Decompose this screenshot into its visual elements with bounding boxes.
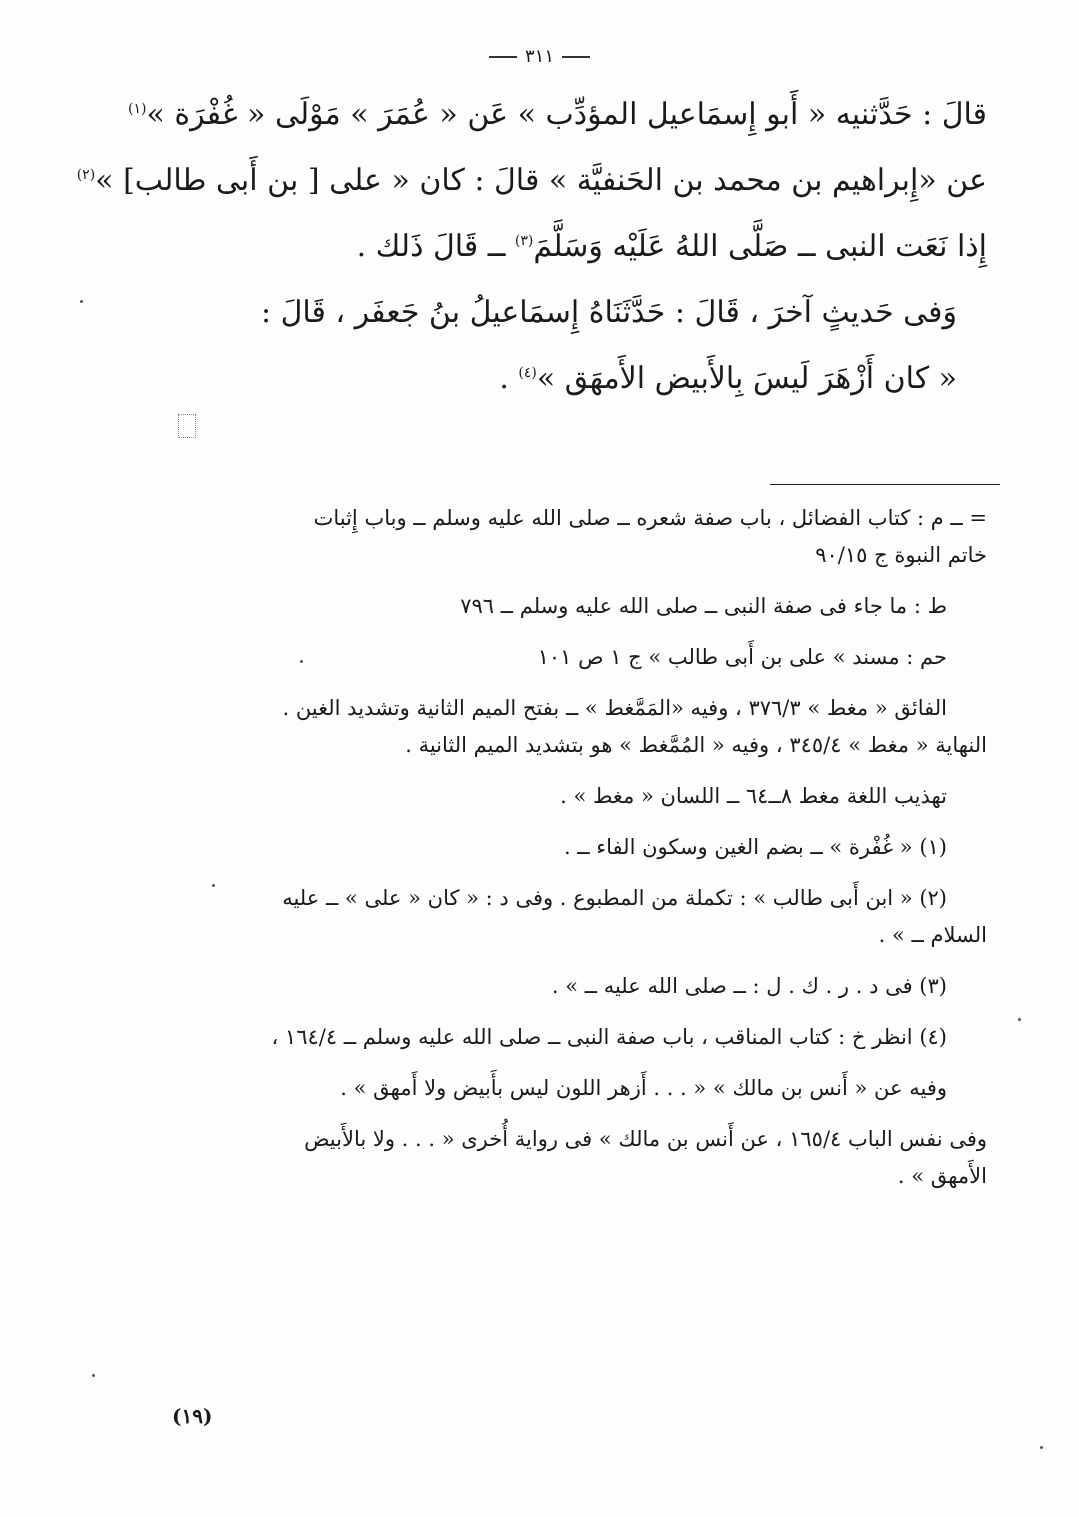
scan-speck: [300, 660, 303, 663]
footnote-4: (٤) انظر خ : كتاب المناقب ، باب صفة النبى ــ صلى الله عليه وسلم ــ ١٦٤/٤ ،: [271, 1025, 947, 1049]
main-line-text: وَفى حَديثٍ آخرَ ، قَالَ : حَدَّثَنَاهُ إِسمَاعيلُ بنُ جَعفَر ، قَالَ :: [260, 295, 957, 330]
scan-speck: [92, 1374, 95, 1377]
note-line: ط : ما جاء فى صفة النبى ــ صلى الله عليه وسلم ــ ٧٩٦: [460, 594, 947, 618]
main-line-4: [157, 295, 987, 330]
scan-speck: [212, 884, 215, 887]
main-line-1: [128, 97, 987, 132]
margin-mark: [178, 414, 196, 438]
footnote-4-continuation: وفيه عن « أَنس بن مالك » « . . . أَزهر اللون ليس بأَبيض ولا أَمهق » .: [340, 1076, 947, 1100]
main-line-3: [157, 229, 987, 264]
main-line-continuation: .: [499, 361, 519, 396]
note-line: خاتم النبوة ج ٩٠/١٥: [815, 543, 987, 567]
main-line-2: [76, 163, 987, 198]
footnote-marker: (١): [128, 101, 147, 117]
note-line: = ــ م : كتاب الفضائل ، باب صفة شعره ــ صلى الله عليه وسلم ــ وباب إِثبات: [313, 506, 987, 530]
main-line-5: [157, 361, 987, 396]
footnote-4-continuation: الأَمهق » .: [897, 1164, 987, 1188]
footer-page-number: (١٩): [172, 1404, 213, 1428]
footnote-marker: (٢): [76, 167, 96, 183]
footnote-marker: (٤): [518, 365, 537, 381]
main-text-block: [76, 97, 987, 430]
note-line: الفائق « مغط » ٣٧٦/٣ ، وفيه «المَمَّغط » ــ بفتح الميم الثانية وتشديد الغين .: [282, 696, 947, 720]
footnote-separator: [770, 484, 1000, 485]
main-line-text: « كان أَزْهَرَ لَيسَ بِالأَبيض الأَمهَق »: [536, 361, 957, 396]
main-line-continuation: ــ قَالَ ذَلك .: [356, 229, 515, 264]
page-number-header: [0, 46, 1079, 67]
footnote-2-continuation: السلام ــ » .: [878, 923, 987, 947]
note-line: حم : مسند » على بن أَبى طالب » ج ١ ص ١٠١: [537, 645, 947, 669]
main-line-text: إِذا نَعَت النبى ــ صَلَّى اللهُ عَلَيْه وَسَلَّمَ: [533, 229, 987, 264]
header-dash-right: [562, 56, 590, 58]
note-line: تهذيب اللغة مغط ٨ــ٦٤ ــ اللسان « مغط » .: [560, 784, 947, 808]
main-line-text: عن «إِبراهيم بن محمد بن الحَنفيَّة » قالَ : كان « على [ بن أَبى طالب] »: [95, 163, 987, 198]
footnote-2: (٢) « ابن أَبى طالب » : تكملة من المطبوع . وفى د : « كان « على » ــ عليه: [282, 886, 947, 910]
footnotes-block: [157, 506, 987, 1215]
footnote-4-continuation: وفى نفس الباب ١٦٥/٤ ، عن أَنس بن مالك » فى رواية أُخرى « . . . ولا بالأَبيض: [304, 1127, 987, 1151]
header-dash-left: [489, 56, 517, 58]
note-line: النهاية « مغط » ٣٤٥/٤ ، وفيه « المُمَّغط » هو بتشديد الميم الثانية .: [405, 733, 987, 757]
footnote-marker: (٣): [514, 233, 534, 249]
scan-speck: [1040, 1446, 1043, 1449]
page-number: ٣١١: [524, 46, 554, 67]
scan-speck: [1018, 1018, 1021, 1021]
scan-speck: [80, 300, 83, 303]
footnote-1: (١) « غُفْرة » ــ بضم الغين وسكون الفاء ــ .: [563, 835, 947, 859]
main-line-text: قالَ : حَدَّثنيه « أَبو إِسمَاعيل المؤدِّب » عَن « عُمَرَ » مَوْلَى « غُفْرَة »: [146, 97, 987, 132]
footnote-3: (٣) فى د . ر . ك . ل : ــ صلى الله عليه ــ » .: [551, 974, 947, 998]
